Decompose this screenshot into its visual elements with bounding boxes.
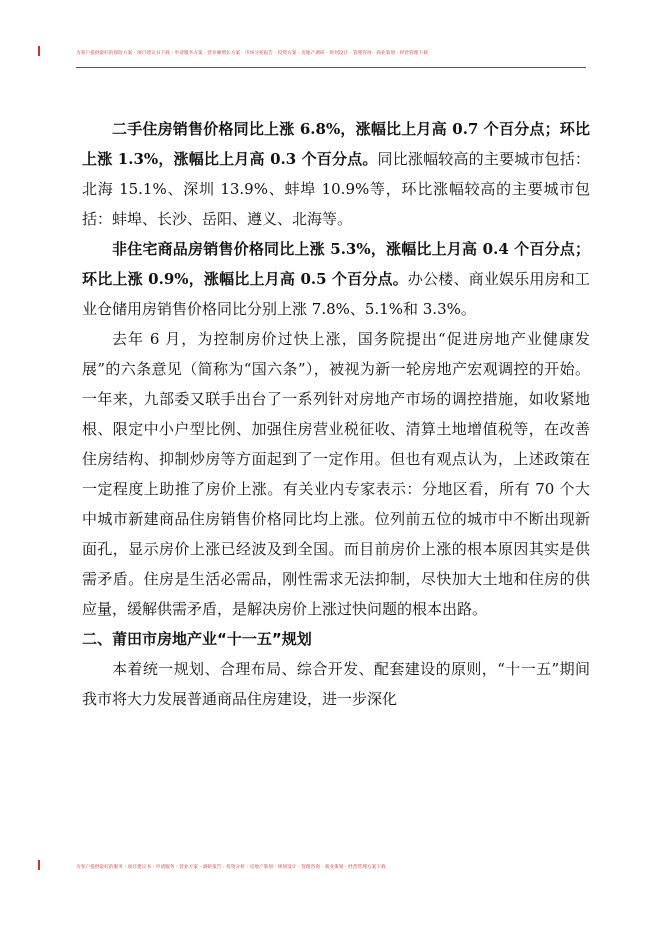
header-margin-mark <box>38 46 40 56</box>
document-body <box>82 114 590 714</box>
paragraph-policy-analysis: 去年 6 月，为控制房价过快上涨，国务院提出“促进房地产业健康发展”的六条意见（简称为“国六条”），被视为新一轮房地产宏观调控的开始。一年来，九部委又联手出台了一系列针对房地产市场的调控措施，如收紧地根、限定中小户型比例、加强住房营业税征收、清算土地增值税等，在改善住房结构、抑制炒房等方面起到了一定作用。但也有观点认为，上述政策在一定程度上助推了房价上涨。有关业内专家表示：分地区看，所有 70 个大中城市新建商品住房销售价格同比均上涨。位列前五位的城市中不断出现新面孔，显示房价上涨已经波及到全国。而目前房价上涨的根本原因其实是供需矛盾。住房是生活必需品，刚性需求无法抑制，尽快加大土地和住房的供应量，缓解供需矛盾，是解决房价上涨过快问题的根本出路。 <box>82 330 590 618</box>
paragraph-non-residential <box>82 234 590 324</box>
paragraph-text: 办公楼、商业娱乐用房和工业仓储用房销售价格同比分别上涨 7.8%、5.1%和 3.3%。 <box>82 270 590 318</box>
paragraph-plan-intro: 本着统一规划、合理布局、综合开发、配套建设的原则，“十一五”期间我市将大力发展普通商品住房建设，进一步深化 <box>82 660 590 708</box>
paragraph-secondhand-housing <box>82 114 590 234</box>
footer-margin-mark <box>38 860 40 870</box>
paragraph-lead-bold: 二手住房销售价格同比上涨 6.8%，涨幅比上月高 0.7 个百分点；环比上涨 1.3%，涨幅比上月高 0.3 个百分点。 <box>82 120 590 168</box>
header-divider <box>76 67 586 68</box>
page-footer-links[interactable]: 为客户提供最好的服务 · 项目建议书 · 申请服务 · 营业方案 · 调研报告 · 投资分析 · 房地产策划 · 规划设计 · 管理咨询 · 商业策划 · 经营管理方案下载 <box>76 865 386 870</box>
page-header-links[interactable]: 为客户提供最好的保险方案 · 项目建议书下载 · 申请服务方案 · 营业额增长方案 · 市场分析报告 · 投资方案 · 房地产调研 · 规划设计 · 管理咨询 · 商业策划 · 经营管理下载 <box>76 51 428 56</box>
paragraph-lead-bold: 非住宅商品房销售价格同比上涨 5.3%，涨幅比上月高 0.4 个百分点；环比上涨 0.9%，涨幅比上月高 0.5 个百分点。 <box>82 240 590 288</box>
paragraph-text: 同比涨幅较高的主要城市包括：北海 15.1%、深圳 13.9%、蚌埠 10.9%等，环比涨幅较高的主要城市包括：蚌埠、长沙、岳阳、遵义、北海等。 <box>82 150 590 228</box>
section-heading: 二、莆田市房地产业“十一五”规划 <box>82 630 312 648</box>
